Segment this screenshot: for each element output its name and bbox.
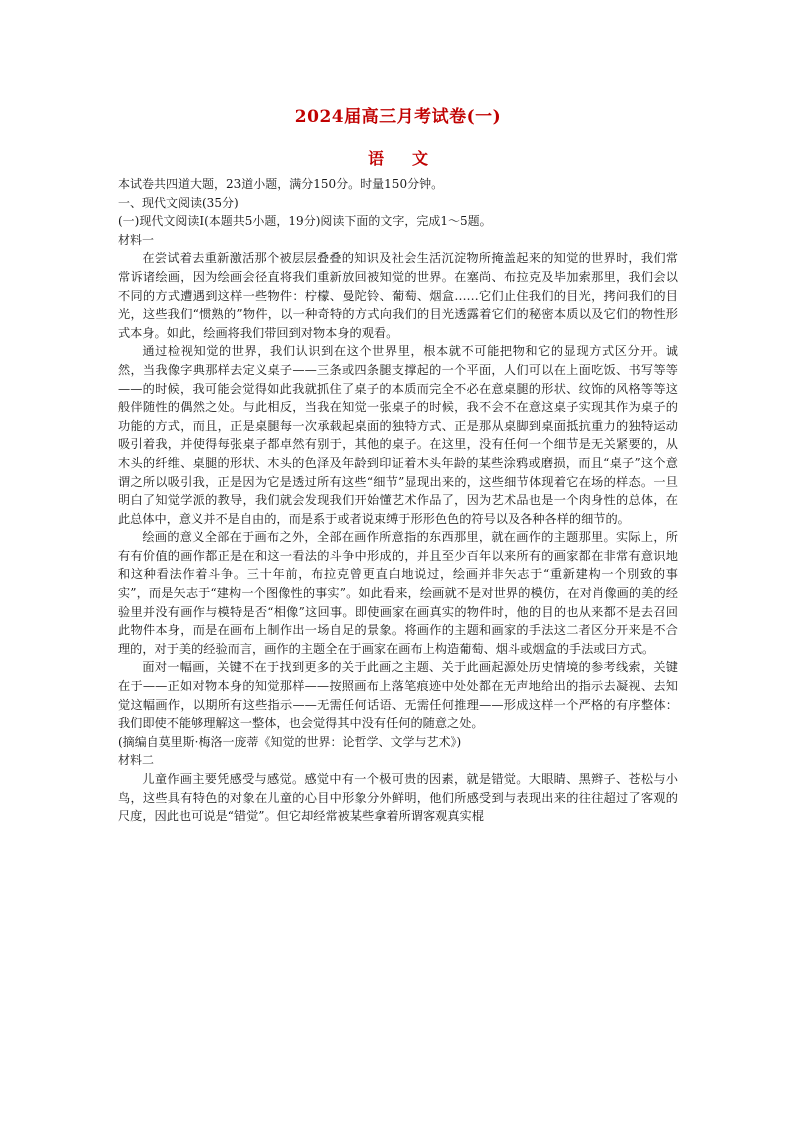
exam-instructions: 本试卷共四道大题，23道小题，满分150分。时量150分钟。 [118, 177, 444, 191]
subsection-heading: (一)现代文阅读Ⅰ(本题共5小题，19分)阅读下面的文字，完成1～5题。 [118, 214, 492, 229]
exam-page [118, 104, 678, 826]
material-1-source: (摘编自莫里斯·梅洛一庞蒂《知觉的世界：论哲学、文学与艺术》) [118, 734, 462, 749]
subject-char-1: 语 [367, 149, 384, 168]
material-1-paragraph: 面对一幅画，关键不在于找到更多的关于此画之主题、关于此画起源处历史情境的参考线索，关键在于——正如对物本身的知觉那样——按照画布上落笔痕迹中处处都在无声地给出的指示去凝视、去知觉这幅画作，以期所有这些指示——无需任何话语、无需任何推理——形成这样一个严格的有序整体：我们即使不能够理解这一整体，也会觉得其中没有任何的随意之处。 [118, 660, 678, 731]
material-1-paragraph: 通过检视知觉的世界，我们认识到在这个世界里，根本就不可能把物和它的显现方式区分开。诚然，当我像字典那样去定义桌子——三条或四条腿支撑起的一个平面，人们可以在上面吃饭、书写等等——的时候，我可能会觉得如此我就抓住了桌子的本质而完全不必在意桌腿的形状、纹饰的风格等等这般伴随性的偶然之处。与此相反，当我在知觉一张桌子的时候，我不会不在意这桌子实现其作为桌子的功能的方式，而且，正是桌腿每一次承载起桌面的独特方式、正是那从桌脚到桌面抵抗重力的独特运动吸引着我，并使得每张桌子都卓然有别于，其他的桌子。在这里，没有任何一个细节是无关紧要的，从木头的纤维、桌腿的形状、木头的色泽及年龄到印证着木头年龄的某些涂鸦或磨损，而且“桌子”这个意谓之所以吸引我，正是因为它是透过所有这些“细节”显现出来的，这些细节体现着它在场的样态。一旦明白了知觉学派的教导，我们就会发现我们开始懂艺术作品了，因为艺术品也是一个肉身性的总体，在此总体中，意义并不是自由的，而是系于或者说束缚于形形色色的符号以及各种各样的细节的。 [118, 344, 678, 526]
material-2-label: 材料二 [118, 753, 155, 768]
section-heading: 一、现代文阅读(35分) [118, 195, 239, 210]
material-1-paragraph: 绘画的意义全部在于画布之外，全部在画作所意指的东西那里，就在画作的主题那里。实际上，所有有价值的画作都正是在和这一看法的斗争中形成的，并且至少百年以来所有的画家都在非常有意识地和这种看法作着斗争。三十年前，布拉克曾更直白地说过，绘画并非矢志于“重新建构一个別致的事实”，而是矢志于“建构一个图像性的事实”。如此看来，绘画就不是对世界的模仿，在对肖像画的美的经验里并没有画作与模特是否“相像”这回事。即使画家在画真实的物件时，他的目的也从来都不是去召回此物件本身，而是在画布上制作出一场自足的景象。将画作的主题和画家的手法这二者区分开来是不合理的，对于美的经验而言，画作的主题全在于画家在画布上构造葡萄、烟斗或烟盒的手法或曰方式。 [118, 530, 678, 656]
material-1-label: 材料一 [118, 232, 155, 247]
material-1-paragraph: 在尝试着去重新激活那个被层层叠叠的知识及社会生活沉淀物所掩盖起来的知觉的世界时，我们常常诉诸绘画，因为绘画会径直将我们重新放回被知觉的世界。在塞尚、布拉克及毕加索那里，我们会以不同的方式遭遇到这样一些物件：柠檬、曼陀铃、葡萄、烟盒……它们止住我们的目光，拷问我们的目光，这些我们“惯熟的”物件，以一种奇特的方式向我们的目光透露着它们的秘密本质以及它们的物性形式本身。如此，绘画将我们带回到对物本身的观看。 [118, 251, 678, 340]
material-2-paragraph: 儿童作画主要凭感受与感觉。感觉中有一个极可贵的因素，就是错觉。大眼睛、黑辫子、苍松与小鸟，这些具有特色的对象在儿童的心目中形象分外鲜明，他们所感受到与表现出来的往往超过了客观的尺度，因此也可说是“错觉”。但它却经常被某些拿着所谓客观真实棍 [118, 772, 678, 824]
subject-heading [118, 146, 678, 172]
exam-title: 2024届高三月考试卷(一) [294, 107, 502, 127]
subject-char-2: 文 [412, 149, 429, 168]
